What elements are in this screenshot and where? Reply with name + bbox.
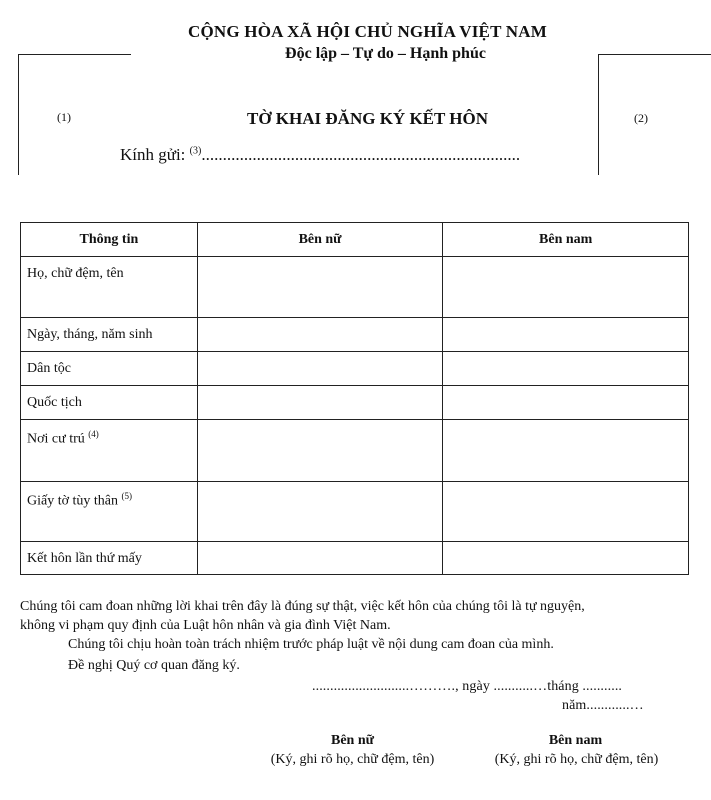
recipient-label: Kính gửi: <box>120 145 186 164</box>
date-line[interactable]: ...........................………., ngày ...........…tháng ........... <box>312 679 623 694</box>
female-signature-note: (Ký, ghi rõ họ, chữ đệm, tên) <box>270 752 435 767</box>
table-header-row <box>21 223 689 257</box>
female-signature-title: Bên nữ <box>330 733 375 748</box>
female-cell[interactable] <box>197 482 443 542</box>
row-label: Họ, chữ đệm, tên <box>21 257 198 318</box>
table-row <box>21 386 689 420</box>
row-note: (4) <box>88 429 99 439</box>
male-signature-note: (Ký, ghi rõ họ, chữ đệm, tên) <box>494 752 659 767</box>
recipient-line <box>120 145 520 165</box>
national-title: CỘNG HÒA XÃ HỘI CHỦ NGHĨA VIỆT NAM <box>188 22 547 41</box>
table-row <box>21 318 689 352</box>
male-cell[interactable] <box>443 257 689 318</box>
male-cell[interactable] <box>443 482 689 542</box>
table-row <box>21 352 689 386</box>
marker-right: (2) <box>634 111 648 125</box>
declaration-line-3: Chúng tôi chịu hoàn toàn trách nhiệm trước pháp luật về nội dung cam đoan của mình. <box>68 637 554 652</box>
row-label: Dân tộc <box>21 352 198 386</box>
year-line[interactable]: năm............… <box>562 698 644 713</box>
male-cell[interactable] <box>443 420 689 482</box>
male-cell[interactable] <box>443 352 689 386</box>
female-cell[interactable] <box>197 542 443 575</box>
row-label: Giấy tờ tùy thân $^{(5)}$ <box>21 482 198 542</box>
declaration-line-2: không vi phạm quy định của Luật hôn nhân và gia đình Việt Nam. <box>20 618 391 633</box>
declaration-line-4: Đề nghị Quý cơ quan đăng ký. <box>68 658 240 673</box>
row-label: Ngày, tháng, năm sinh <box>21 318 198 352</box>
female-cell[interactable] <box>197 318 443 352</box>
male-cell[interactable] <box>443 318 689 352</box>
marker-left: (1) <box>57 110 71 124</box>
female-cell[interactable] <box>197 352 443 386</box>
recipient-marker: (3) <box>189 145 202 157</box>
table-row <box>21 542 689 575</box>
header-female: Bên nữ <box>197 223 443 257</box>
row-label: Quốc tịch <box>21 386 198 420</box>
form-title: TỜ KHAI ĐĂNG KÝ KẾT HÔN <box>246 109 489 128</box>
table-row <box>21 482 689 542</box>
row-label: Nơi cư trú $^{(4)}$ <box>21 420 198 482</box>
header-male: Bên nam <box>443 223 689 257</box>
female-cell[interactable] <box>197 257 443 318</box>
row-label: Kết hôn lần thứ mấy <box>21 542 198 575</box>
info-table <box>20 222 689 575</box>
table-row <box>21 257 689 318</box>
national-motto: Độc lập – Tự do – Hạnh phúc <box>285 45 486 62</box>
recipient-dots[interactable]: ........................................................................... <box>201 145 521 164</box>
header-info: Thông tin <box>21 223 198 257</box>
male-cell[interactable] <box>443 386 689 420</box>
male-cell[interactable] <box>443 542 689 575</box>
female-cell[interactable] <box>197 386 443 420</box>
declaration-line-1: Chúng tôi cam đoan những lời khai trên đây là đúng sự thật, việc kết hôn của chúng tôi là tự nguyện, <box>20 599 585 614</box>
female-cell[interactable] <box>197 420 443 482</box>
male-signature-title: Bên nam <box>548 733 603 748</box>
row-note: (5) <box>121 491 132 501</box>
table-row <box>21 420 689 482</box>
